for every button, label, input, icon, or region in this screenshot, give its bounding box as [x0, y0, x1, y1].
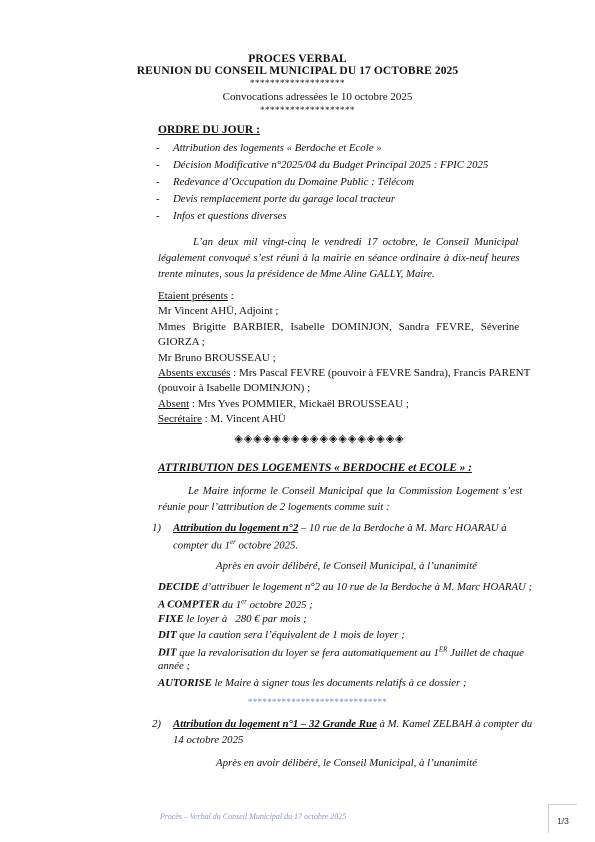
decision-line: FIXE le loyer à 280 € par mois ;: [158, 613, 307, 625]
agenda-item: - Attribution des logements « Berdoche et Ecole »: [156, 142, 382, 154]
meeting-title: REUNION DU CONSEIL MUNICIPAL DU 17 OCTOBRE 2025: [136, 65, 459, 77]
item-line: 14 octobre 2025: [173, 734, 244, 746]
document-title: PROCES VERBAL: [248, 53, 347, 65]
agenda-item: - Infos et questions diverses: [156, 210, 287, 222]
decision-line: DIT que la caution sera l’équivalent de 1 mois de loyer ;: [158, 629, 405, 641]
attendee-line: Mmes Brigitte BARBIER, Isabelle DOMINJON, Sandra FEVRE, Séverine: [158, 321, 520, 333]
page-number: 1/3: [548, 804, 577, 833]
agenda-item: - Devis remplacement porte du garage local tracteur: [156, 193, 396, 205]
page-footer: Procès – Verbal du Conseil Municipal du 17 octobre 2025: [160, 812, 347, 821]
decision-line: A COMPTER du 1er octobre 2025 ;: [158, 597, 313, 611]
intro-line: légalement convoqué s’est réuni à la mairie en séance ordinaire à dix-neuf heures: [158, 252, 520, 264]
decision-line: DIT que la revalorisation du loyer se fera automatiquement au 1ER Juillet de chaque: [158, 645, 524, 659]
item-number: 1): [152, 522, 161, 534]
absents-excuses-line: (pouvoir à Isabelle DOMINJON) ;: [158, 382, 311, 394]
decision-line: DECIDE d’attribuer le logement n°2 au 10 rue de la Berdoche à M. Marc HOARAU ;: [158, 581, 533, 593]
presents-line: Etaient présents :: [158, 290, 234, 302]
section-intro: réunie pour l’attribution de 2 logements comme suit :: [158, 501, 390, 513]
decision-line: AUTORISE le Maire à signer tous les documents relatifs à ce dossier ;: [158, 677, 467, 689]
stars-separator: *******************: [250, 78, 345, 88]
convocations-date: Convocations adressées le 10 octobre 2025: [222, 91, 413, 103]
agenda-heading: ORDRE DU JOUR :: [158, 124, 260, 136]
deliberation-line: Après en avoir délibéré, le Conseil Municipal, à l’unanimité: [216, 757, 477, 769]
item-number: 2): [152, 718, 161, 730]
agenda-item: - Redevance d’Occupation du Domaine Public : Télécom: [156, 176, 415, 188]
section-heading: ATTRIBUTION DES LOGEMENTS « BERDOCHE et ECOLE » :: [158, 462, 472, 474]
attendee-line: Mr Vincent AHÜ, Adjoint ;: [158, 305, 279, 317]
absent-line: Absent : Mrs Yves POMMIER, Mickaël BROUSSEAU ;: [158, 398, 409, 410]
attendee-line: Mr Bruno BROUSSEAU ;: [158, 352, 276, 364]
intro-line: trente minutes, sous la présidence de Mme Aline GALLY, Maire.: [158, 268, 435, 280]
agenda-item: - Décision Modificative n°2025/04 du Budget Principal 2025 : FPIC 2025: [156, 159, 489, 171]
section-intro: Le Maire informe le Conseil Municipal que la Commission Logement s’est: [188, 485, 523, 497]
item-line: Attribution du logement n°2 – 10 rue de la Berdoche à M. Marc HOARAU à: [173, 522, 507, 534]
item-line: Attribution du logement n°1 – 32 Grande Rue à M. Kamel ZELBAH à compter du: [173, 718, 533, 730]
absents-excuses-line: Absents excusés : Mrs Pascal FEVRE (pouvoir à FEVRE Sandra), Francis PARENT: [158, 367, 531, 379]
item-line: compter du 1er octobre 2025.: [173, 538, 299, 552]
stars-separator: *******************: [260, 105, 355, 115]
decision-line: année ;: [158, 660, 191, 672]
secretaire-line: Secrétaire : M. Vincent AHÜ: [158, 413, 286, 425]
deliberation-line: Après en avoir délibéré, le Conseil Municipal, à l’unanimité: [216, 560, 477, 572]
blue-stars-separator: *****************************: [247, 697, 388, 707]
diamond-divider: ◈◈◈◈◈◈◈◈◈◈◈◈◈◈◈◈◈◈: [234, 433, 405, 445]
attendee-line: GIORZA ;: [158, 336, 205, 348]
intro-line: L’an deux mil vingt-cinq le vendredi 17 octobre, le Conseil Municipal: [193, 236, 519, 248]
